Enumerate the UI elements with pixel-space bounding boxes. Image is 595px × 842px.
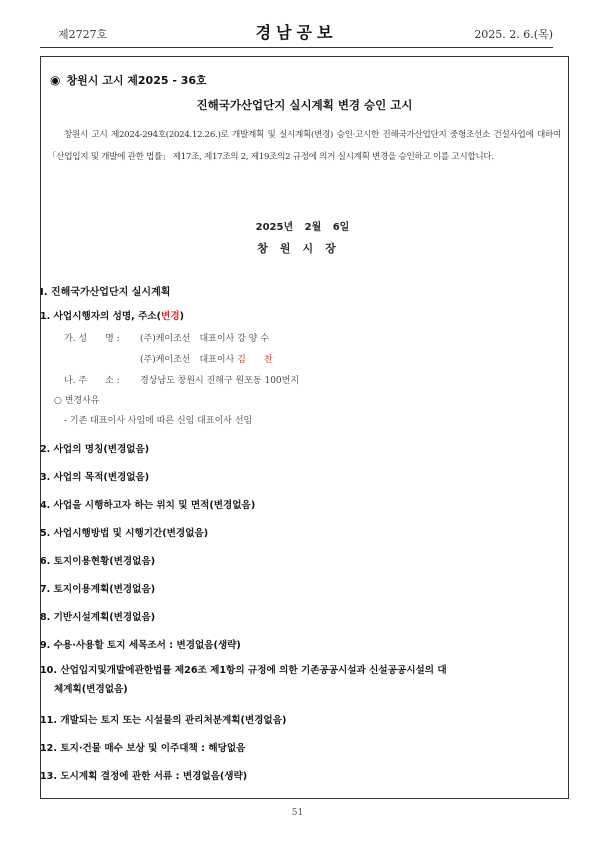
item-9: 9. 수용·사용할 토지 세목조서 : 변경없음(생략)	[40, 640, 241, 651]
item-5: 5. 사업시행방법 및 시행기간(변경없음)	[40, 528, 209, 539]
item-13: 13. 도시계획 결정에 관한 서류 : 변경없음(생략)	[40, 771, 248, 782]
item-1-name-new	[140, 352, 273, 365]
item-1-name-new-last: 찬	[263, 355, 273, 365]
signature-organization: 창원시장	[257, 242, 348, 255]
gazette-title: 경남공보	[255, 23, 338, 42]
item-1-change-mark: 변경	[161, 311, 180, 322]
item-1-label: 1. 사업시행자의 성명, 주소(	[40, 311, 162, 322]
item-3: 3. 사업의 목적(변경없음)	[40, 472, 150, 483]
notice-number-text: 창원시 고시 제2025 - 36호	[66, 74, 207, 87]
notice-title: 진해국가산업단지 실시계획 변경 승인 고시	[196, 98, 413, 112]
issue-number: 제2727호	[58, 28, 108, 41]
item-6: 6. 토지이용현황(변경없음)	[40, 556, 156, 567]
item-1-name-old: (주)케이조선 대표이사 강 양 수	[140, 334, 269, 344]
notice-number	[50, 72, 207, 88]
item-12: 12. 토지·건물 매수 보상 및 이주대책 : 해당없음	[40, 743, 246, 754]
header-divider	[40, 47, 553, 48]
item-1-name-new-first: 김	[237, 355, 246, 365]
section-heading: Ⅰ. 진해국가산업단지 실시계획	[40, 287, 171, 298]
item-1-reason-value: - 기존 대표이사 사임에 따른 신임 대표이사 선임	[64, 416, 253, 426]
item-1-heading	[40, 308, 184, 322]
notice-bullet-icon: ◉	[50, 73, 61, 87]
item-1-address-label: 나. 주 소 :	[64, 376, 120, 386]
item-7: 7. 토지이용계획(변경없음)	[40, 584, 156, 595]
item-1-address-value: 경상남도 창원시 진해구 원포동 100번지	[140, 376, 300, 386]
item-1-name-label: 가. 성 명 :	[64, 334, 120, 344]
item-2: 2. 사업의 명칭(변경없음)	[40, 444, 150, 455]
item-1-close: )	[179, 311, 184, 322]
item-4: 4. 사업을 시행하고자 하는 위치 및 면적(변경없음)	[40, 500, 256, 511]
item-10-line-1: 10. 산업입지및개발에관한법률 제26조 제1항의 규정에 의한 기존공공시설과 신설공공시설의 대	[40, 665, 447, 676]
issue-date: 2025. 2. 6.(목)	[474, 28, 553, 41]
item-1-reason-label: ○ 변경사유	[54, 396, 100, 406]
item-10	[40, 661, 568, 699]
notice-body: 창원시 고시 제2024-294호(2024.12.26.)로 개발계획 및 실시계획(변경) 승인·고시한 진해국가산업단지 중형조선소 건설사업에 대하여 「산업입지 및 개발에 관한 법률」 제17조, 제17조의 2, 제19조의2 규정에 의거 실시계획 변경을 승인하고 이를 고시합니다.	[48, 130, 561, 162]
page-number: 51	[291, 808, 304, 818]
gazette-header	[40, 18, 553, 48]
item-11: 11. 개발되는 토지 또는 시설물의 관리처분계획(변경없음)	[40, 715, 287, 726]
item-10-line-2: 체계획(변경없음)	[54, 684, 128, 695]
item-1-name-new-company: (주)케이조선 대표이사	[140, 355, 235, 365]
item-8: 8. 기반시설계획(변경없음)	[40, 612, 156, 623]
signature-date: 2025년 2월 6일	[255, 222, 350, 233]
